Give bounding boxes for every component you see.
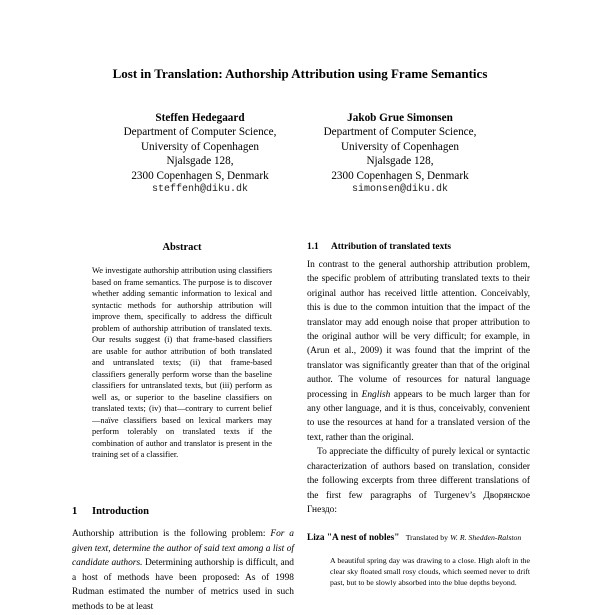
introduction-text	[72, 527, 294, 615]
paragraph	[307, 258, 530, 445]
section-heading-introduction	[72, 506, 292, 517]
section-title: Introduction	[92, 506, 149, 517]
abstract-text: We investigate authorship attribution using classifiers based on frame semantics. The purpose is to discover whether adding semantic information to lexical and syntactic methods for authorship attribution will improve them, specifically to address the difficult problem of authorship attribution of translated texts. Our results suggest (i) that frame-based classifiers are usable for author attribution of both translated and untranslated texts; (ii) that frame-based classifiers generally perform worse than the baseline classifiers for untranslated texts, but (iii) perform as well as, or superior to the baseline classifiers on translated texts; (iv) that—contrary to current belief—naïve classifiers based on lexical markers may perform tolerably on translated texts if the combination of author and translator is present in the training set of a classifier.	[92, 266, 272, 459]
excerpt-translated-by: Translated by	[405, 533, 449, 542]
paper-title: Lost in Translation: Authorship Attribution using Frame Semantics	[112, 66, 488, 81]
author-block-2	[300, 111, 500, 197]
para1-italic: English	[361, 389, 391, 400]
section-number: 1	[72, 506, 78, 517]
author-affiliation-line: University of Copenhagen	[340, 140, 460, 153]
excerpt-heading	[307, 532, 537, 544]
subsection-number: 1.1	[307, 242, 319, 252]
author-block-1	[100, 111, 300, 197]
excerpt-translator: W. R. Shedden-Ralston	[450, 533, 522, 542]
author-affiliation-line: Njalsgade 128,	[366, 155, 434, 168]
author-email: steffenh@diku.dk	[151, 184, 248, 196]
subsection-title: Attribution of translated texts	[331, 242, 452, 252]
author-name: Steffen Hedegaard	[155, 112, 245, 124]
intro-text-start: Authorship attribution is the following problem:	[72, 529, 271, 539]
paragraph: To appreciate the difficulty of purely lexical or syntactic characterization of authors based on translation, consider the following excerpts from three different translations of the first few paragraphs of Turgenev’s Дворянское Гнездо:	[307, 447, 530, 515]
author-affiliation-line: Njalsgade 128,	[166, 155, 234, 168]
intro-text-end: Determining authorship is difficult, and a host of methods have been proposed: As of 1998 Rudman estimated the number of metrics used in such methods to be at least	[72, 558, 294, 612]
author-affiliation-line: University of Copenhagen	[140, 140, 260, 153]
para1-start: In contrast to the general authorship attribution problem, the specific problem of attributing translated texts to their original author has received little attention. Conceivably, this is due to the common intuition that the impact of the translator may add enough noise that proper attribution to the original author will be very difficult; for example, in (Arun et al., 2009) it was found that the imprint of the translator was significantly greater than that of the original author. The volume of resources for natural language processing in	[307, 260, 530, 400]
intro-text-italic: For a given text, determine the author of said text among a list of candidate authors.	[72, 529, 294, 569]
subsection-text	[307, 258, 530, 517]
author-email: simonsen@diku.dk	[351, 184, 448, 196]
subsection-heading	[307, 242, 537, 252]
author-affiliation-line: 2300 Copenhagen S, Denmark	[131, 169, 269, 182]
author-affiliation-line: 2300 Copenhagen S, Denmark	[331, 169, 469, 182]
author-name: Jakob Grue Simonsen	[347, 112, 453, 124]
author-affiliation-line: Department of Computer Science,	[323, 126, 477, 139]
excerpt-quote: A beautiful spring day was drawing to a close. High aloft in the clear sky floated small rosy clouds, which seemed never to drift past, but to be slowly absorbed into the blue depths beyond.	[330, 556, 530, 587]
author-affiliation-line: Department of Computer Science,	[123, 126, 277, 139]
excerpt-title: Liza "A nest of nobles"	[307, 533, 400, 543]
para1-end: appears to be much larger than for any other language, and it is thus, conceivably, convenient to use the resources at hand for a translated version of the text, rather than the original.	[307, 389, 531, 443]
abstract-heading: Abstract	[162, 242, 202, 253]
